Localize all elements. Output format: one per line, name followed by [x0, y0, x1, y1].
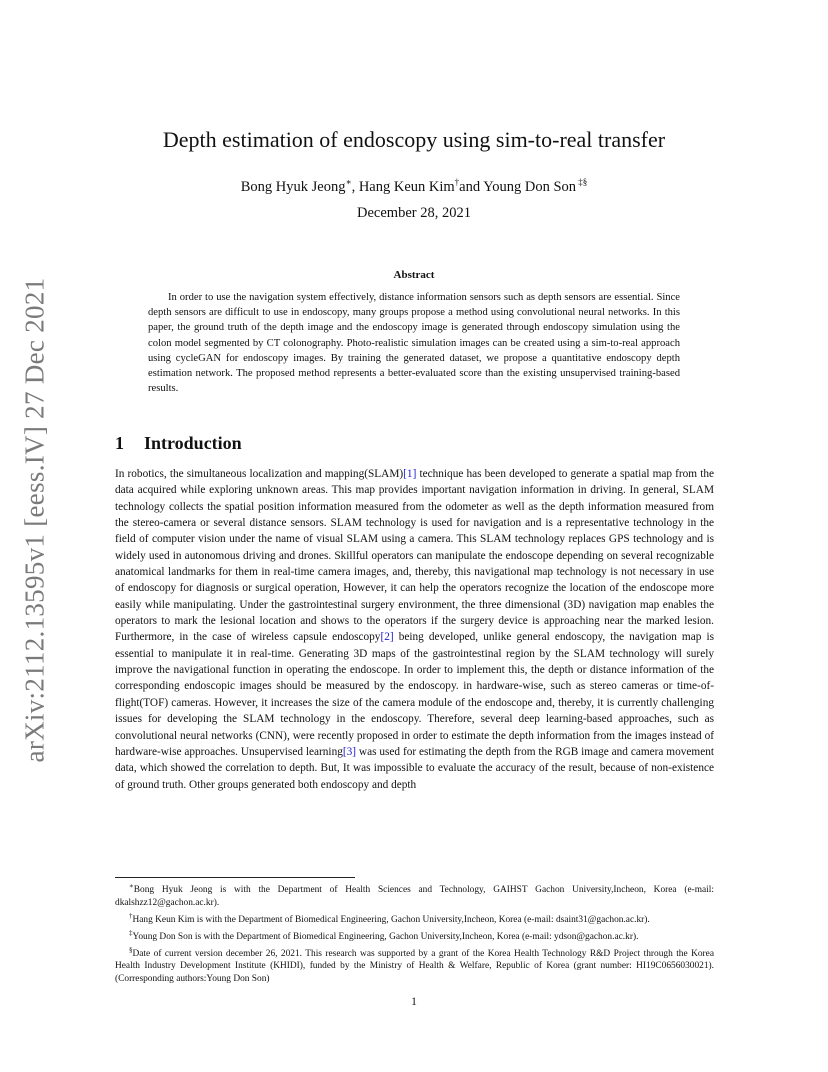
intro-text: being developed, unlike general endoscopy, the navigation map is essential to manipulate it in real-time. Generating 3D maps of the gastrointestinal region by the SLAM technology will surely improve the navigational function in operating the endoscope. In order to implement this, the depth or distance information of the corresponding endoscopic images should be measured by the endoscopy. in hardware-wise, such as stereo cameras or time-of-flight(TOF) cameras. However, it increases the size of the camera module of the endoscope and, thereby, it is currently challenging issues for developing the SLAM technology in the endoscopy. Therefore, several deep learning-based approaches, such as convolutional neural networks (CNN), were recently proposed in order to estimate the depth information from the images instead of hardware-wise approaches. Unsupervised learning — [115, 631, 714, 758]
publication-date: December 28, 2021 — [357, 205, 471, 221]
footnote — [115, 944, 714, 987]
author-list — [0, 172, 828, 197]
footnote-text: Date of current version december 26, 2021. This research was supported by a grant of the Korea Health Technology R&D Project through the Korea Health Industry Development Institute (KHIDI), funded by the Ministry of Health & Welfare, Republic of Korea (grant number: HI19C0656030021). (Corresponding authors:Young Don Son) — [115, 948, 714, 985]
author-separator: , — [351, 178, 359, 195]
intro-text: In robotics, the simultaneous localization and mapping(SLAM) — [115, 468, 404, 480]
page-number: 1 — [411, 996, 417, 1008]
arxiv-identifier-stamp: arXiv:2112.13595v1 [eess.IV] 27 Dec 2021 — [19, 277, 50, 763]
intro-text: was used for estimating the depth from the RGB image and camera movement data, which showed the correlation to depth. But, It was impossible to evaluate the accuracy of the result, because of non-existence of ground truth. Other groups generated both endoscopy and depth — [115, 745, 714, 791]
author-name: Young Don Son — [483, 178, 577, 195]
author-footnote-mark: † — [454, 177, 460, 187]
footnote-divider — [115, 877, 355, 878]
section-heading — [115, 431, 242, 455]
abstract-heading: Abstract — [393, 269, 435, 281]
author-footnote-mark: ∗ — [345, 177, 352, 187]
paper-title: Depth estimation of endoscopy using sim-to-real transfer — [162, 127, 666, 152]
author-separator: and — [459, 178, 484, 195]
footnote-mark: ‡ — [129, 928, 133, 937]
footnote-mark: † — [129, 911, 133, 920]
intro-text: technique has been developed to generate a spatial map from the data acquired while exploring unknown areas. This map provides important navigation information in driving. In general, SLAM technology collects the spatial position information measured from the odometer as well as the depth information measured from the stereo-camera or several distance sensors. SLAM technology is used for navigation and is a representative technology in the field of computer vision under the name of visual SLAM using a camera. This SLAM technology replaces GPS technology and is widely used in autonomous driving and drones. Skillful operators can manipulate the endoscope depending on several recognizable anatomical landmarks for them in real-time camera images, and, thereby, this navigational map technology is not necessary in use of endoscopy for diagnosis or surgical operation, However, it can help the operators recognize the location of the endoscope more easily while manipulating. Under the gastrointestinal surgery environment, the three dimensional (3D) navigation map enables the operators to mark the lesional location and shows to the operators if the surgery device is approaching near the marked lesion. Furthermore, in the case of wireless capsule endoscopy — [115, 468, 714, 644]
footnote-text: Bong Hyuk Jeong is with the Department of Health Sciences and Technology, GAIHST Gachon University,Incheon, Korea (e-mail: dkalshzz12@gachon.ac.kr). — [115, 885, 714, 908]
section-title-text: Introduction — [144, 433, 242, 453]
citation-link[interactable]: [2] — [380, 631, 394, 644]
footnote-mark: § — [129, 945, 133, 954]
footnote-text: Young Don Son is with the Department of Biomedical Engineering, Gachon University,Incheon, Korea (e-mail: ydson@gachon.ac.kr). — [132, 931, 639, 942]
abstract-text: In order to use the navigation system effectively, distance information sensors such as depth sensors are essential. Since depth sensors are difficult to use in endoscopy, many groups propose a method using convolutional neural networks. In this paper, the ground truth of the depth image and the endoscopy image is generated through endoscopy simulation using the colon model segmented by CT colonography. Photo-realistic simulation images can be created using a sim-to-real approach using cycleGAN for endoscopy images. By training the generated dataset, we propose a quantitative endoscopy depth estimation network. The proposed method represents a better-evaluated score than the existing unsupervised training-based results. — [148, 292, 680, 395]
citation-link[interactable]: [1] — [403, 468, 417, 480]
introduction-paragraph — [115, 466, 714, 793]
footnote — [115, 927, 714, 944]
footnote-mark: ∗ — [129, 882, 134, 890]
section-number: 1 — [115, 433, 124, 453]
footnote — [115, 910, 714, 927]
citation-link[interactable]: [3] — [342, 745, 357, 758]
footnotes — [115, 880, 714, 986]
footnote-text: Hang Keun Kim is with the Department of Biomedical Engineering, Gachon University,Incheon, Korea (e-mail: dsaint31@gachon.ac.kr). — [132, 914, 650, 925]
author-name: Hang Keun Kim — [358, 178, 455, 195]
footnote — [115, 880, 714, 910]
author-footnote-mark: ‡§ — [576, 177, 588, 187]
author-name: Bong Hyuk Jeong — [240, 178, 346, 195]
